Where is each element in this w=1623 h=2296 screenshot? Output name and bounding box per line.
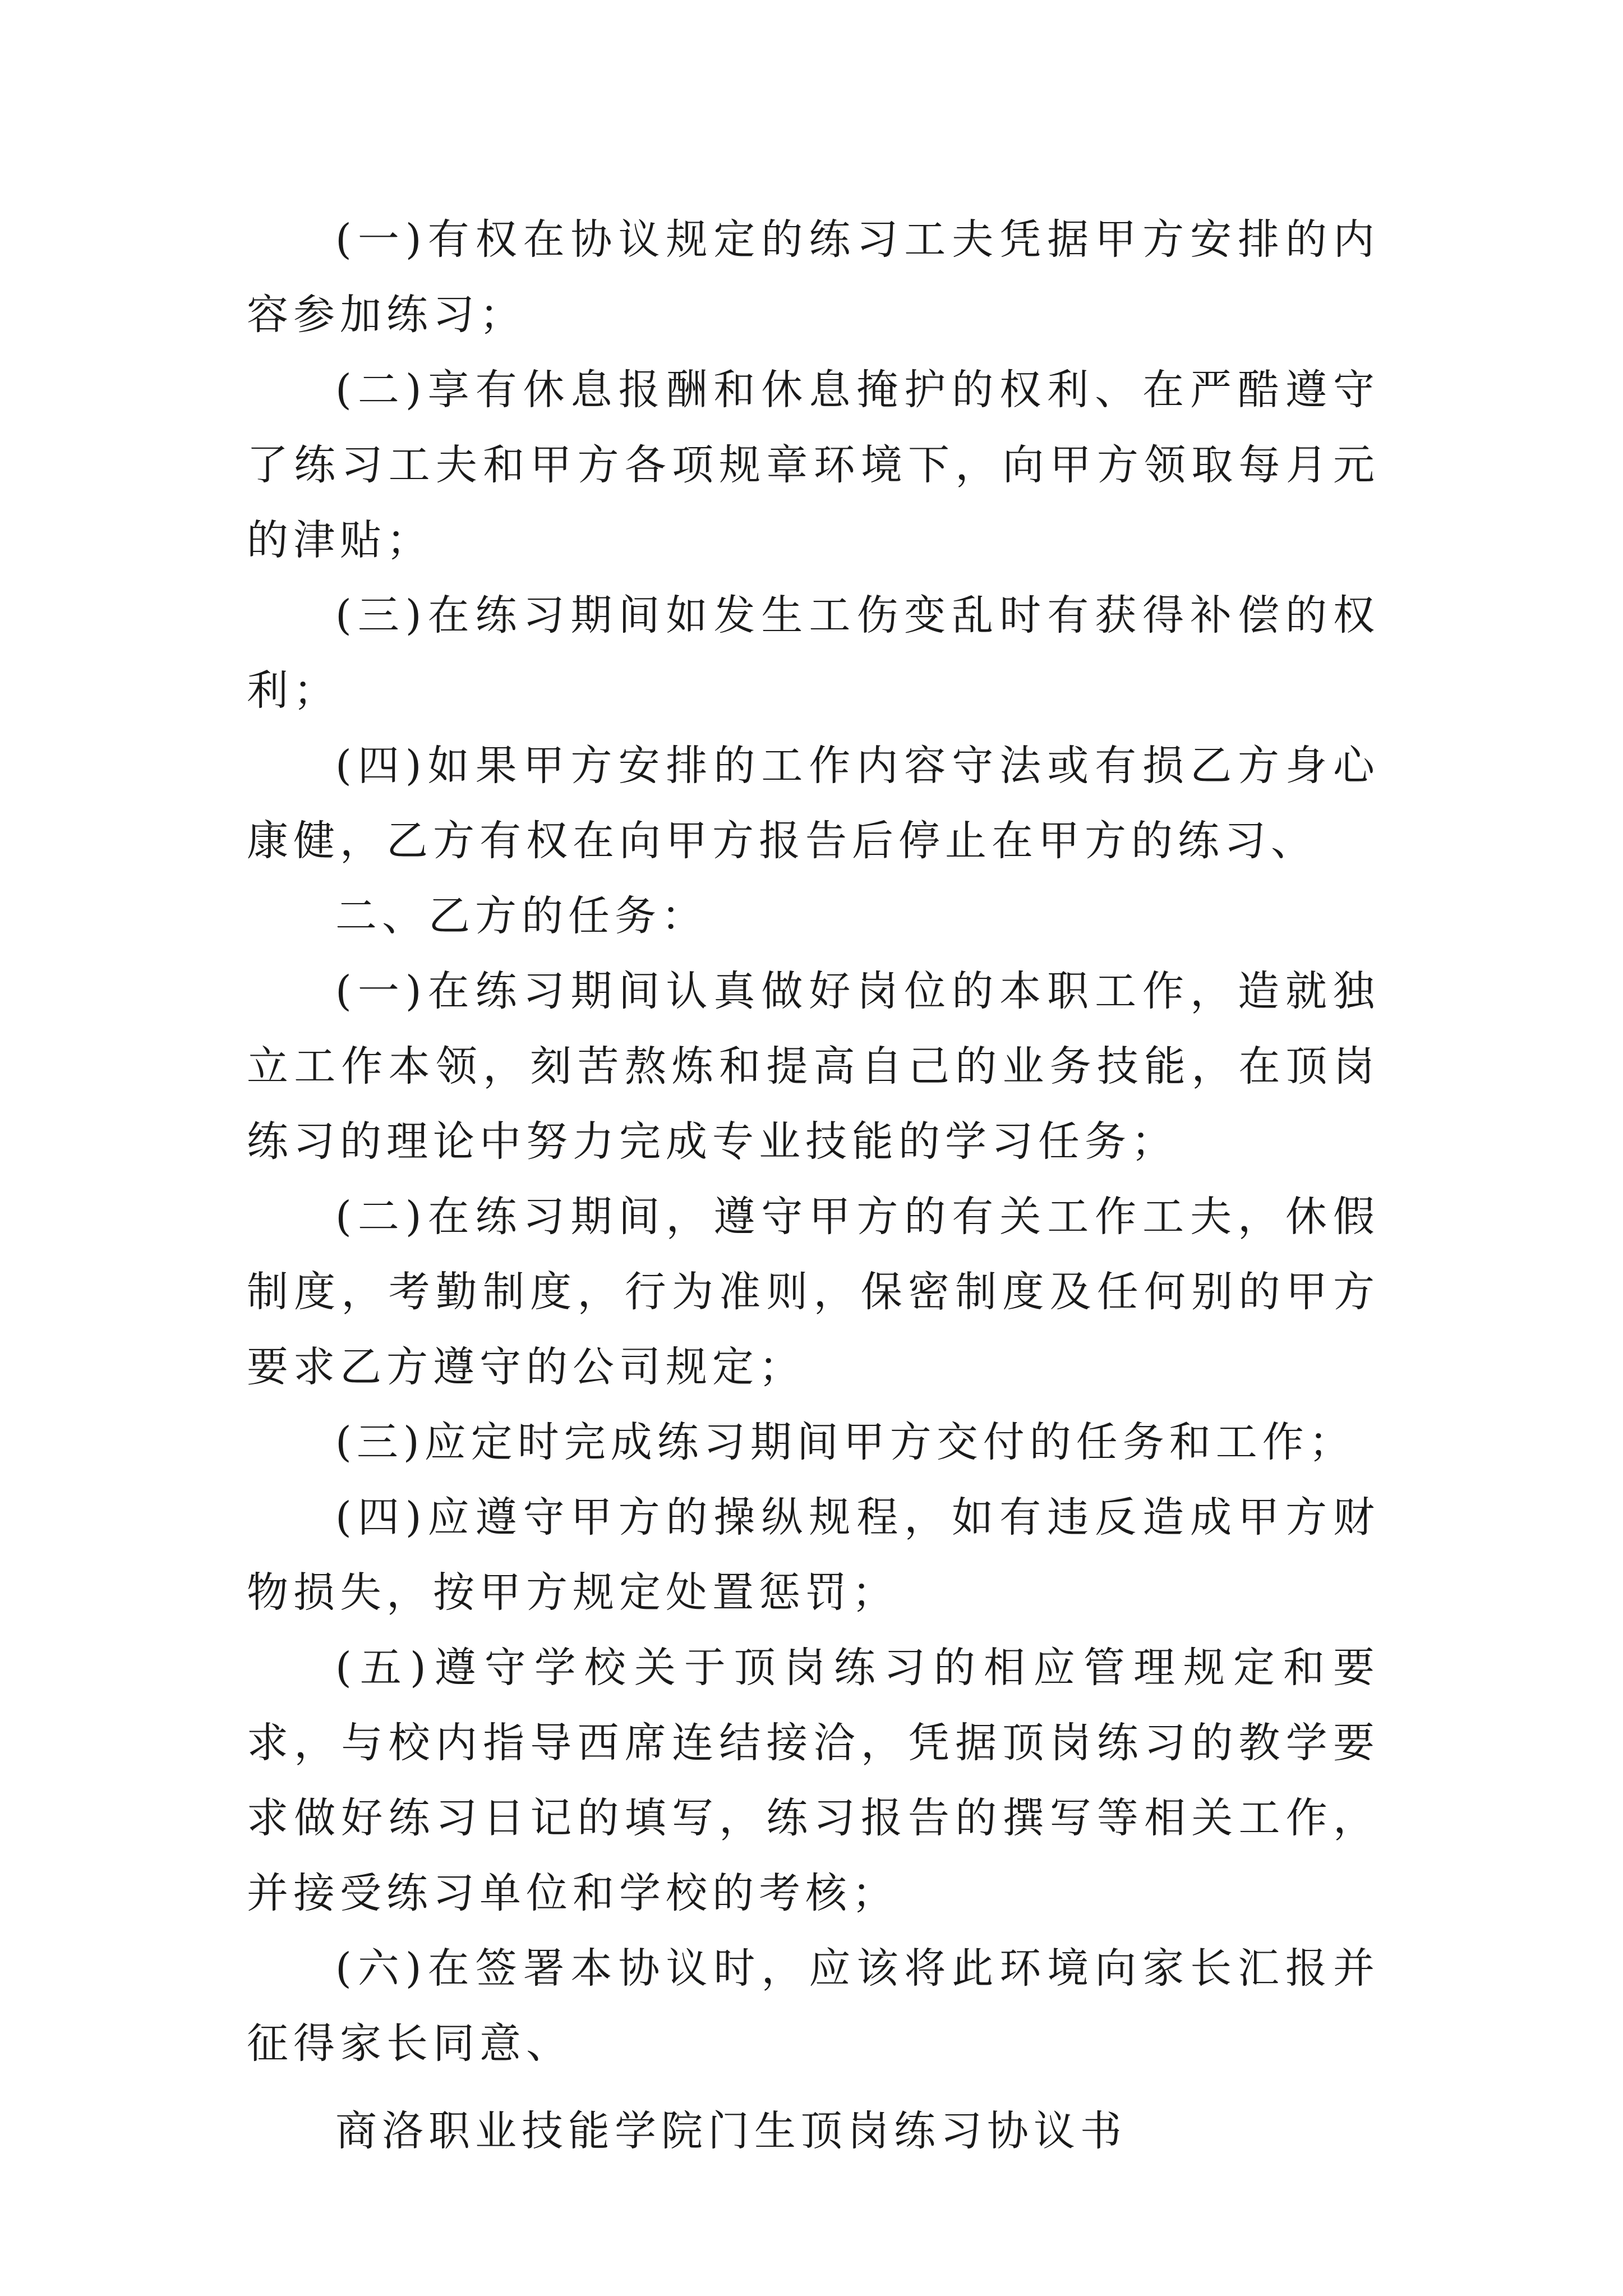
closing-title: 商洛职业技能学院门生顶岗练习协议书 — [335, 2107, 1127, 2155]
paragraph-right-3: (三)在练习期间如发生工伤变乱时有获得补偿的权利； — [247, 591, 1380, 715]
document-body — [247, 202, 1380, 2169]
paragraph-duty-3: (三)应定时完成练习期间甲方交付的任务和工作； — [335, 1418, 1355, 1466]
paragraph-duty-4: (四)应遵守甲方的操纵规程，如有违反造成甲方财物损失，按甲方规定处置惩罚； — [247, 1493, 1380, 1617]
paragraph-duty-1: (一)在练习期间认真做好岗位的本职工作，造就独立工作本领，刻苦熬炼和提高自己的业务技能，在顶岗练习的理论中努力完成专业技能的学习任务； — [247, 967, 1380, 1166]
paragraph-duty-5: (五)遵守学校关于顶岗练习的相应管理规定和要求，与校内指导西席连结接洽，凭据顶岗练习的教学要求做好练习日记的填写，练习报告的撰写等相关工作，并接受练习单位和学校的考核； — [247, 1644, 1380, 1917]
paragraph-duty-2: (二)在练习期间，遵守甲方的有关工作工夫，休假制度，考勤制度，行为准则，保密制度及任何别的甲方要求乙方遵守的公司规定； — [247, 1193, 1380, 1391]
paragraph-right-4: (四)如果甲方安排的工作内容守法或有损乙方身心康健，乙方有权在向甲方报告后停止在甲方的练习、 — [247, 742, 1380, 865]
paragraph-duty-6: (六)在签署本协议时，应该将此环境向家长汇报并征得家长同意、 — [247, 1944, 1380, 2068]
paragraph-right-1: (一)有权在协议规定的练习工夫凭据甲方安排的内容参加练习； — [247, 215, 1380, 339]
section-heading-duties: 二、乙方的任务： — [335, 892, 708, 940]
paragraph-right-2: (二)享有休息报酬和休息掩护的权利、在严酷遵守了练习工夫和甲方各项规章环境下，向甲方领取每月元的津贴； — [247, 366, 1380, 564]
